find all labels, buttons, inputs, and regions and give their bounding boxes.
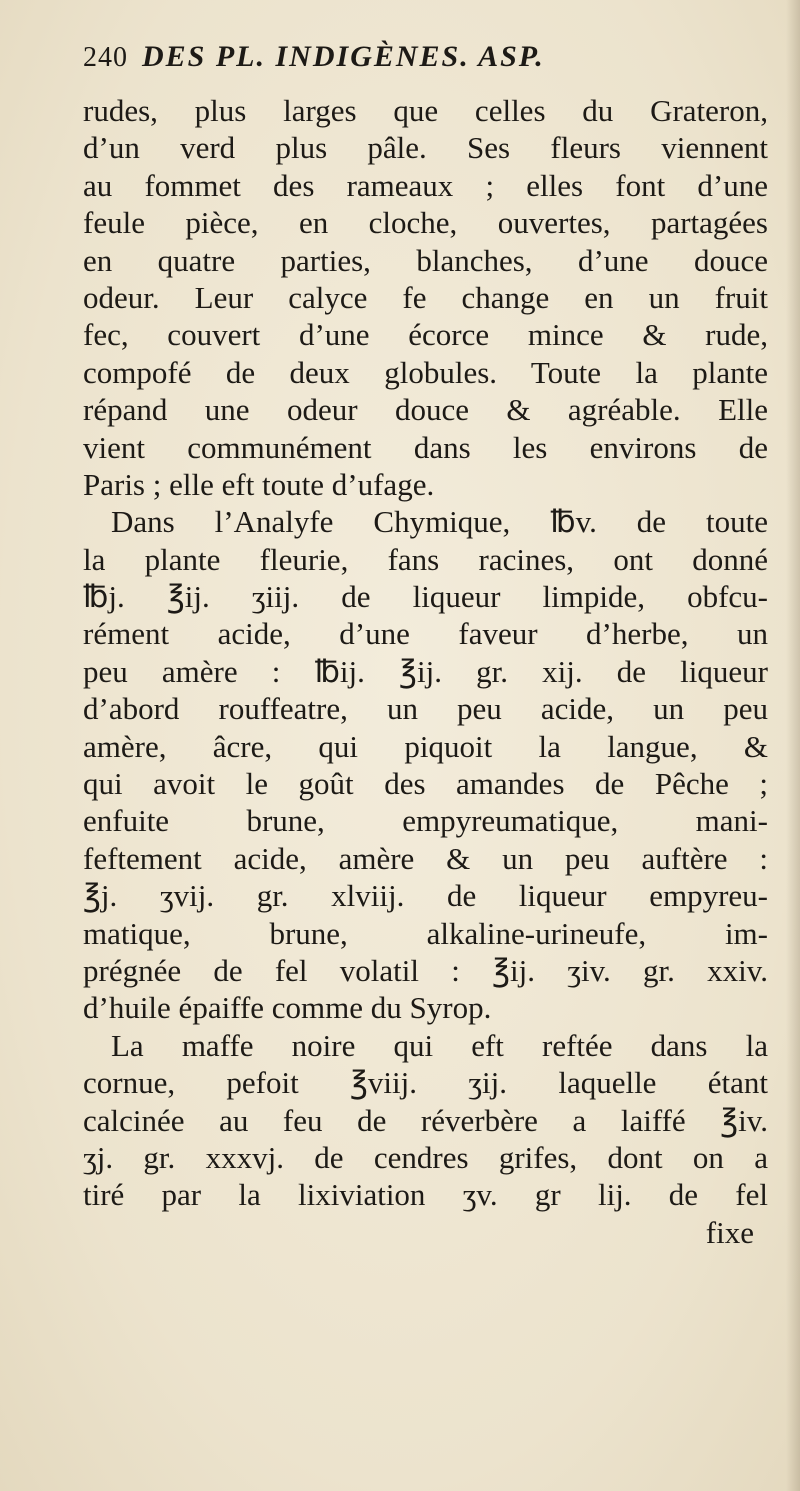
text-line: La maffe noire qui eft reftée dans la (111, 1027, 768, 1063)
text-line: feule pièce, en cloche, ouvertes, partagées (83, 205, 768, 241)
text-line: d’huile épaiffe comme du Syrop. (83, 990, 492, 1026)
page-edge-shadow (786, 0, 800, 1491)
text-line: la plante fleurie, fans racines, ont donné (83, 541, 768, 577)
running-head-title: DES PL. INDIGÈNES. ASP. (142, 40, 545, 73)
text-line: Paris ; elle eft toute d’ufage. (83, 466, 435, 502)
text-line: peu amère : ℔ij. ℥ij. gr. xij. de liqueur (83, 653, 768, 689)
text-line: calcinée au feu de réverbère a laiffé ℥iv. (83, 1102, 768, 1138)
text-line: ʒj. gr. xxxvj. de cendres grifes, dont on a (83, 1139, 768, 1175)
text-line: en quatre parties, blanches, d’une douce (83, 242, 768, 278)
text-line: feftement acide, amère & un peu auftère : (83, 840, 768, 876)
text-line: ℥j. ʒvij. gr. xlviij. de liqueur empyreu- (83, 878, 768, 914)
text-line: d’un verd plus pâle. Ses fleurs viennent (83, 130, 768, 166)
text-line: cornue, pefoit ℥viij. ʒij. laquelle étant (83, 1065, 768, 1101)
text-line: répand une odeur douce & agréable. Elle (83, 392, 768, 428)
catchword: fixe (705, 1214, 754, 1250)
page-number: 240 (83, 42, 128, 73)
text-line: enfuite brune, empyreumatique, mani- (83, 803, 768, 839)
running-head (83, 40, 768, 92)
text-line: amère, âcre, qui piquoit la langue, & (83, 728, 768, 764)
text-line: matique, brune, alkaline-urineufe, im- (83, 915, 768, 951)
text-line: tiré par la lixiviation ʒv. gr lij. de fel (83, 1177, 768, 1213)
text-line: d’abord rouffeatre, un peu acide, un peu (83, 691, 768, 727)
text-line: compofé de deux globules. Toute la plante (83, 354, 768, 390)
text-line: qui avoit le goût des amandes de Pêche ; (83, 766, 768, 802)
text-line: rudes, plus larges que celles du Grateron, (83, 93, 768, 128)
text-line: Dans l’Analyfe Chymique, ℔v. de toute (111, 504, 768, 540)
book-page (83, 40, 768, 1251)
text-line: au fommet des rameaux ; elles font d’une (83, 167, 768, 203)
text-line: odeur. Leur calyce fe change en un fruit (83, 279, 768, 315)
body-text (83, 92, 768, 1251)
text-line: ℔j. ℥ij. ʒiij. de liqueur limpide, obfcu- (83, 579, 768, 615)
text-line: prégnée de fel volatil : ℥ij. ʒiv. gr. xxiv. (83, 952, 768, 988)
text-line: rément acide, d’une faveur d’herbe, un (83, 616, 768, 652)
text-line: vient communément dans les environs de (83, 429, 768, 465)
text-line: fec, couvert d’une écorce mince & rude, (83, 317, 768, 353)
